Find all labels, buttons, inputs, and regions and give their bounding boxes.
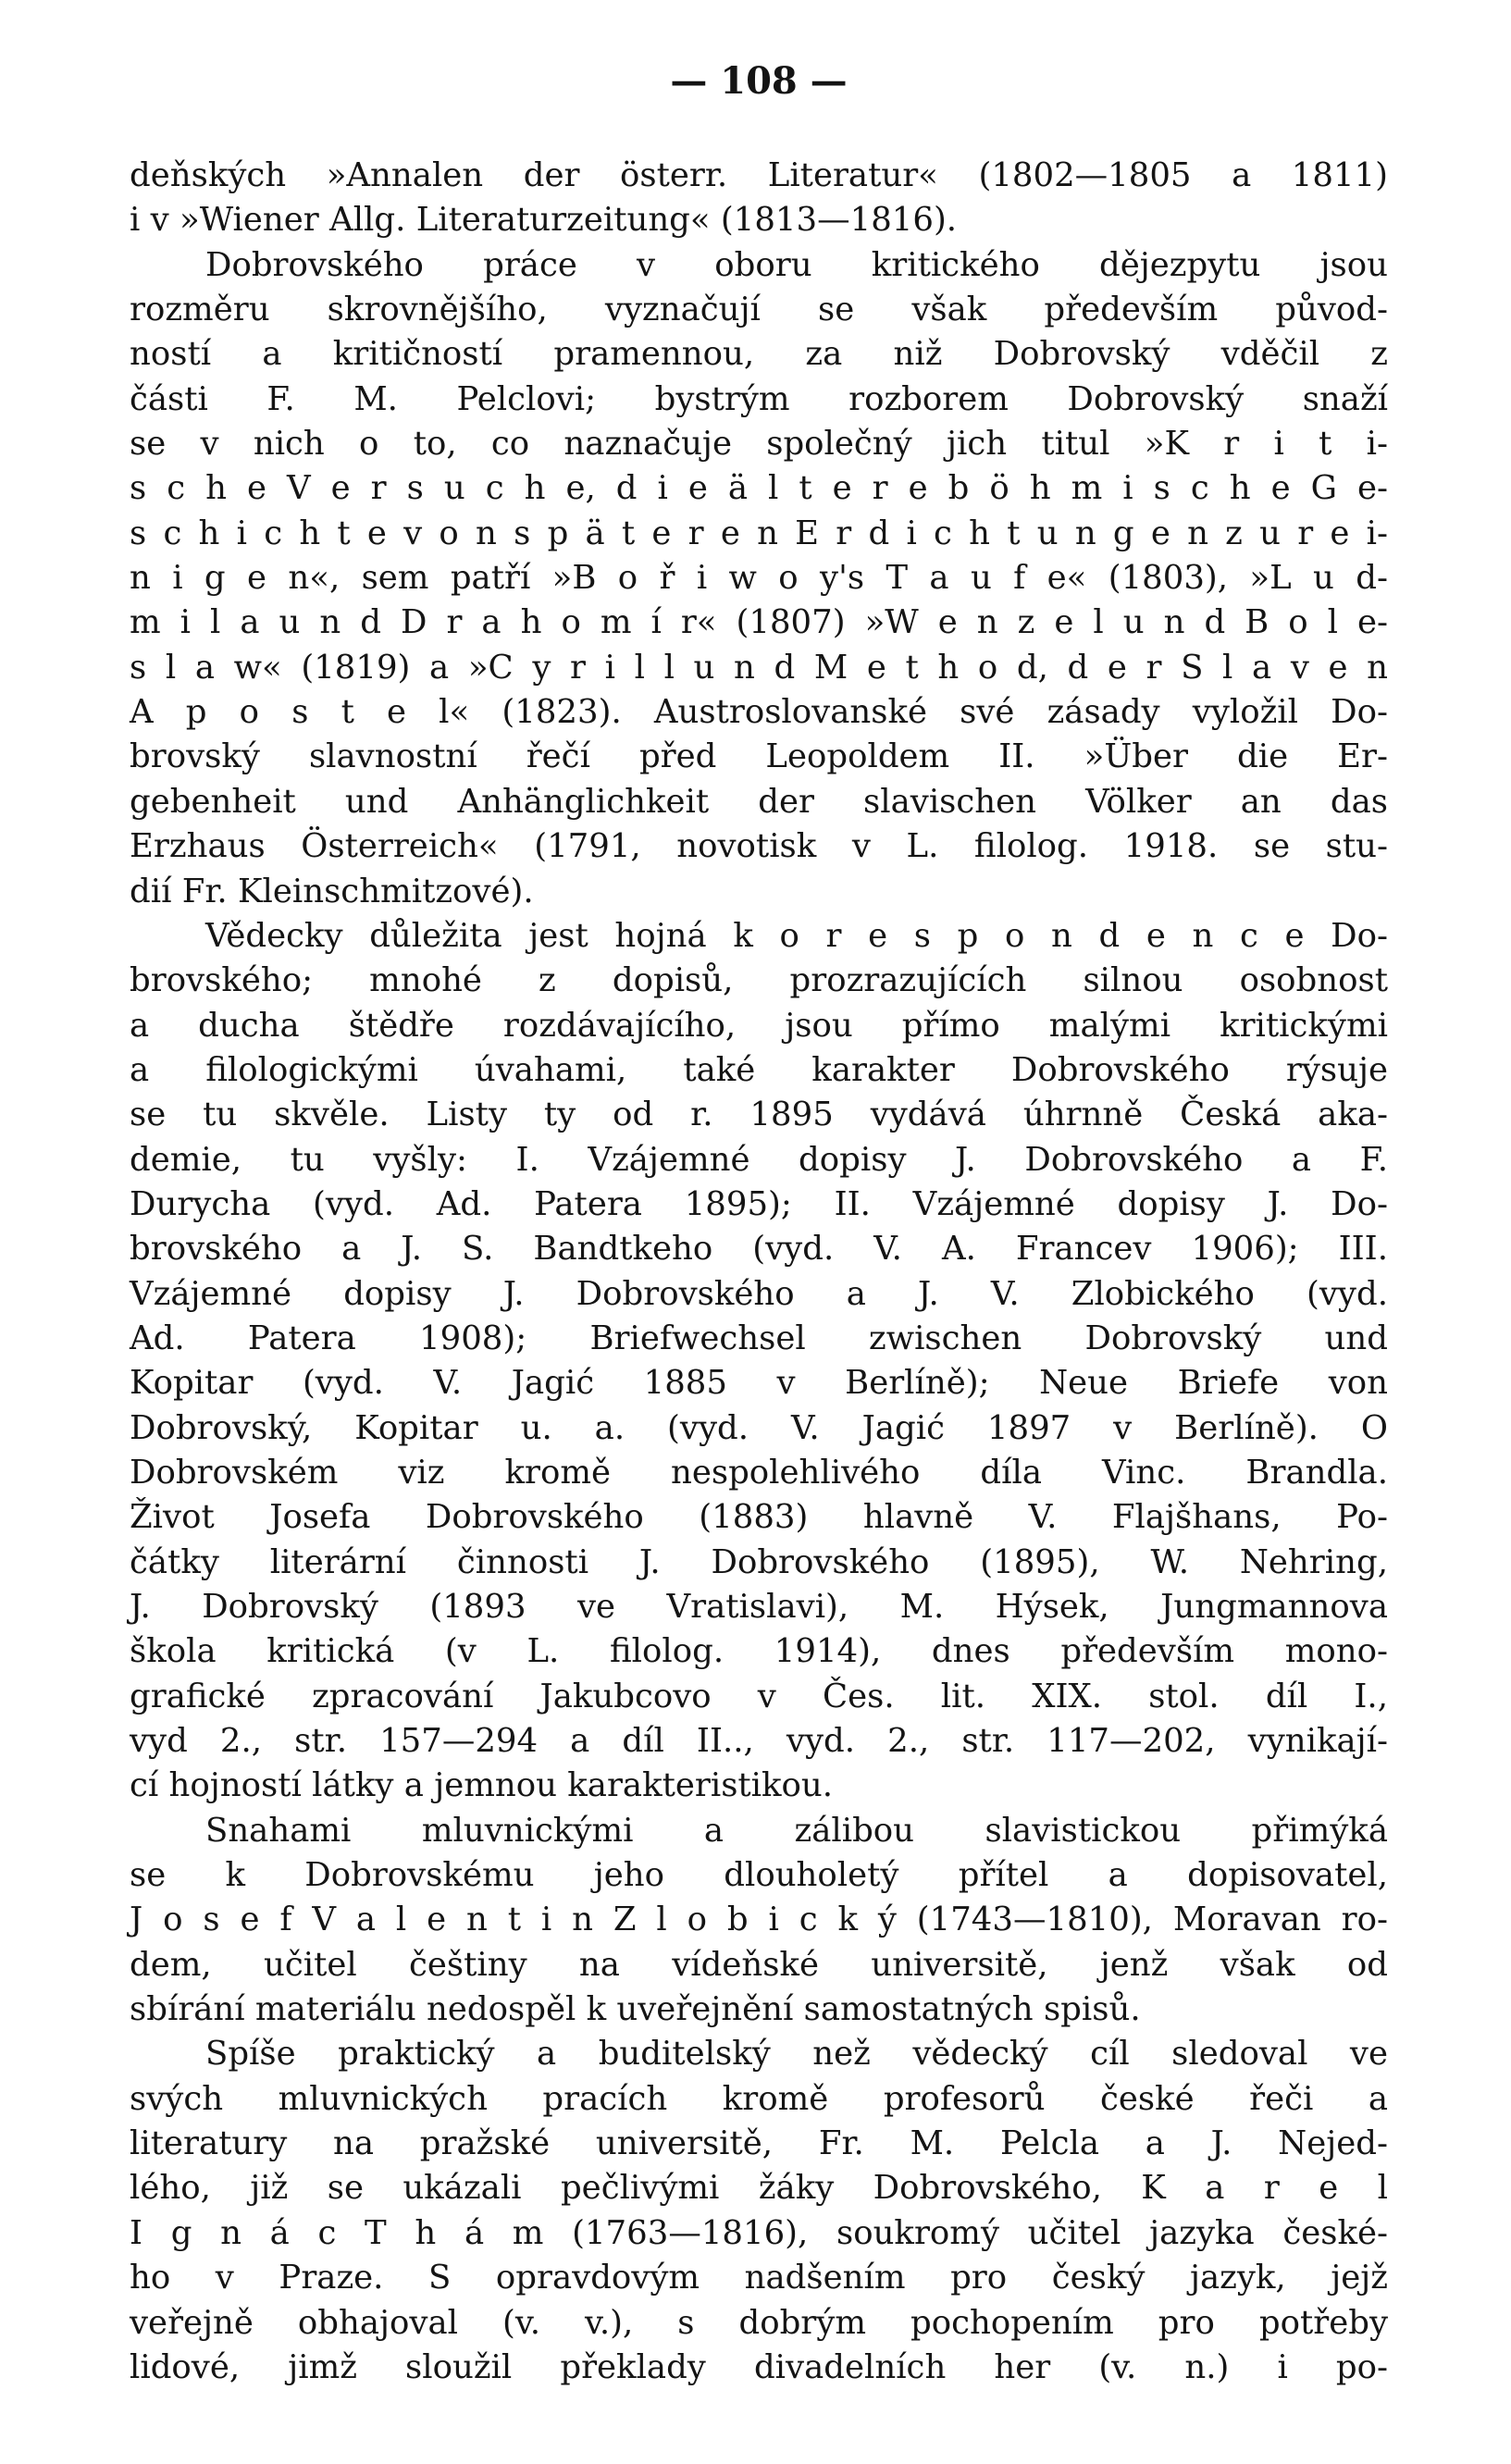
text-line: vyd 2., str. 157—294 a díl II.., vyd. 2., str. 117—202, vynikají- [130, 1722, 1388, 1761]
text-line: a filologickými úvahami, také karakter Dobrovského rýsuje [130, 1050, 1388, 1089]
text-line: brovský slavnostní řečí před Leopoldem II. »Über die Er- [130, 737, 1388, 776]
text-line: s l a w« (1819) a »C y r i l l u n d M e t h o d, d e r S l a v e n [130, 648, 1388, 687]
text-line: A p o s t e l« (1823). Austroslovanské své zásady vyložil Do- [130, 693, 1388, 732]
text-line: čátky literární činnosti J. Dobrovského (1895), W. Nehring, [130, 1542, 1388, 1581]
text-line: n i g e n«, sem patří »B o ř i w o y's T a u f e« (1803), »L u d- [130, 559, 1388, 598]
text-line: ho v Praze. S opravdovým nadšením pro český jazyk, jejž [130, 2259, 1388, 2297]
text-line: lidové, jimž sloužil překlady divadelních her (v. n.) i po- [130, 2347, 1388, 2386]
text-line: lého, již se ukázali pečlivými žáky Dobrovského, K a r e l [130, 2169, 1388, 2208]
text-line: a ducha štědře rozdávajícího, jsou přímo malými kritickými [130, 1006, 1388, 1045]
text-line: škola kritická (v L. filolog. 1914), dnes především mono- [130, 1632, 1388, 1671]
text-line: brovského a J. S. Bandtkeho (vyd. V. A. Francev 1906); III. [130, 1230, 1388, 1269]
text-line: deňských »Annalen der österr. Literatur« (1802—1805 a 1811) [130, 156, 1388, 194]
text-line: Ad. Patera 1908); Briefwechsel zwischen Dobrovský und [130, 1319, 1388, 1357]
text-line: Život Josefa Dobrovského (1883) hlavně V. Flajšhans, Po- [130, 1498, 1388, 1537]
text-line: ností a kritičností pramennou, za niž Dobrovský vděčil z [130, 335, 1388, 374]
text-line: m i l a u n d D r a h o m í r« (1807) »W e n z e l u n d B o l e- [130, 603, 1388, 642]
text-line: části F. M. Pelclovi; bystrým rozborem Dobrovský snaží [130, 379, 1388, 418]
text-line: Durycha (vyd. Ad. Patera 1895); II. Vzájemné dopisy J. Do- [130, 1184, 1388, 1223]
text-line: Vědecky důležita jest hojná k o r e s p o n d e n c e Do- [205, 916, 1388, 955]
text-line: svých mluvnických pracích kromě profesorů české řeči a [130, 2079, 1388, 2118]
text-line: veřejně obhajoval (v. v.), s dobrým pochopením pro potřeby [130, 2303, 1388, 2342]
text-line: Dobrovského práce v oboru kritického dějezpytu jsou [205, 245, 1388, 284]
text-line: Erzhaus Österreich« (1791, novotisk v L. filolog. 1918. se stu- [130, 827, 1388, 866]
text-line: Kopitar (vyd. V. Jagić 1885 v Berlíně); Neue Briefe von [130, 1364, 1388, 1403]
text-line: dií Fr. Kleinschmitzové). [130, 872, 534, 910]
text-line: Spíše praktický a buditelský než vědecký cíl sledoval ve [205, 2035, 1388, 2074]
book-page [130, 54, 1388, 2390]
text-line: se k Dobrovskému jeho dlouholetý přítel a dopisovatel, [130, 1856, 1388, 1895]
text-line: cí hojností látky a jemnou karakteristikou. [130, 1766, 834, 1805]
text-line: sbírání materiálu nedospěl k uveřejnění samostatných spisů. [130, 1990, 1141, 2029]
text-line: s c h e V e r s u c h e, d i e ä l t e r e b ö h m i s c h e G e- [130, 469, 1388, 508]
text-line: rozměru skrovnějšího, vyznačují se však především původ- [130, 291, 1388, 329]
text-line: se v nich o to, co naznačuje společný jich titul »K r i t i- [130, 425, 1388, 464]
text-line: I g n á c T h á m (1763—1816), soukromý učitel jazyka české- [130, 2213, 1388, 2252]
text-line: s c h i c h t e v o n s p ä t e r e n E r d i c h t u n g e n z u r e i- [130, 514, 1388, 552]
text-line: dem, učitel češtiny na vídeňské universitě, jenž však od [130, 1945, 1388, 1984]
text-line: demie, tu vyšly: I. Vzájemné dopisy J. Dobrovského a F. [130, 1140, 1388, 1179]
text-line: Dobrovský, Kopitar u. a. (vyd. V. Jagić 1897 v Berlíně). O [130, 1408, 1388, 1447]
text-line: J. Dobrovský (1893 ve Vratislavi), M. Hýsek, Jungmannova [130, 1588, 1388, 1626]
text-line: i v »Wiener Allg. Literaturzeitung« (1813—1816). [130, 201, 958, 240]
text-line: J o s e f V a l e n t i n Z l o b i c k ý (1743—1810), Moravan ro- [130, 1901, 1388, 1939]
text-line: Vzájemné dopisy J. Dobrovského a J. V. Zlobického (vyd. [130, 1274, 1388, 1313]
text-line: gebenheit und Anhänglichkeit der slavischen Völker an das [130, 782, 1388, 821]
text-line: brovského; mnohé z dopisů, prozrazujících silnou osobnost [130, 961, 1388, 1000]
text-line: se tu skvěle. Listy ty od r. 1895 vydává úhrnně Česká aka- [130, 1096, 1388, 1134]
text-line: Snahami mluvnickými a zálibou slavistickou přimýká [205, 1811, 1388, 1850]
text-line: grafické zpracování Jakubcovo v Čes. lit. XIX. stol. díl I., [130, 1677, 1388, 1715]
body-text [130, 154, 1388, 2390]
text-line: Dobrovském viz kromě nespolehlivého díla Vinc. Brandla. [130, 1453, 1388, 1492]
text-line: literatury na pražské universitě, Fr. M. Pelcla a J. Nejed- [130, 2124, 1388, 2163]
page-number: — 108 — [670, 59, 848, 103]
